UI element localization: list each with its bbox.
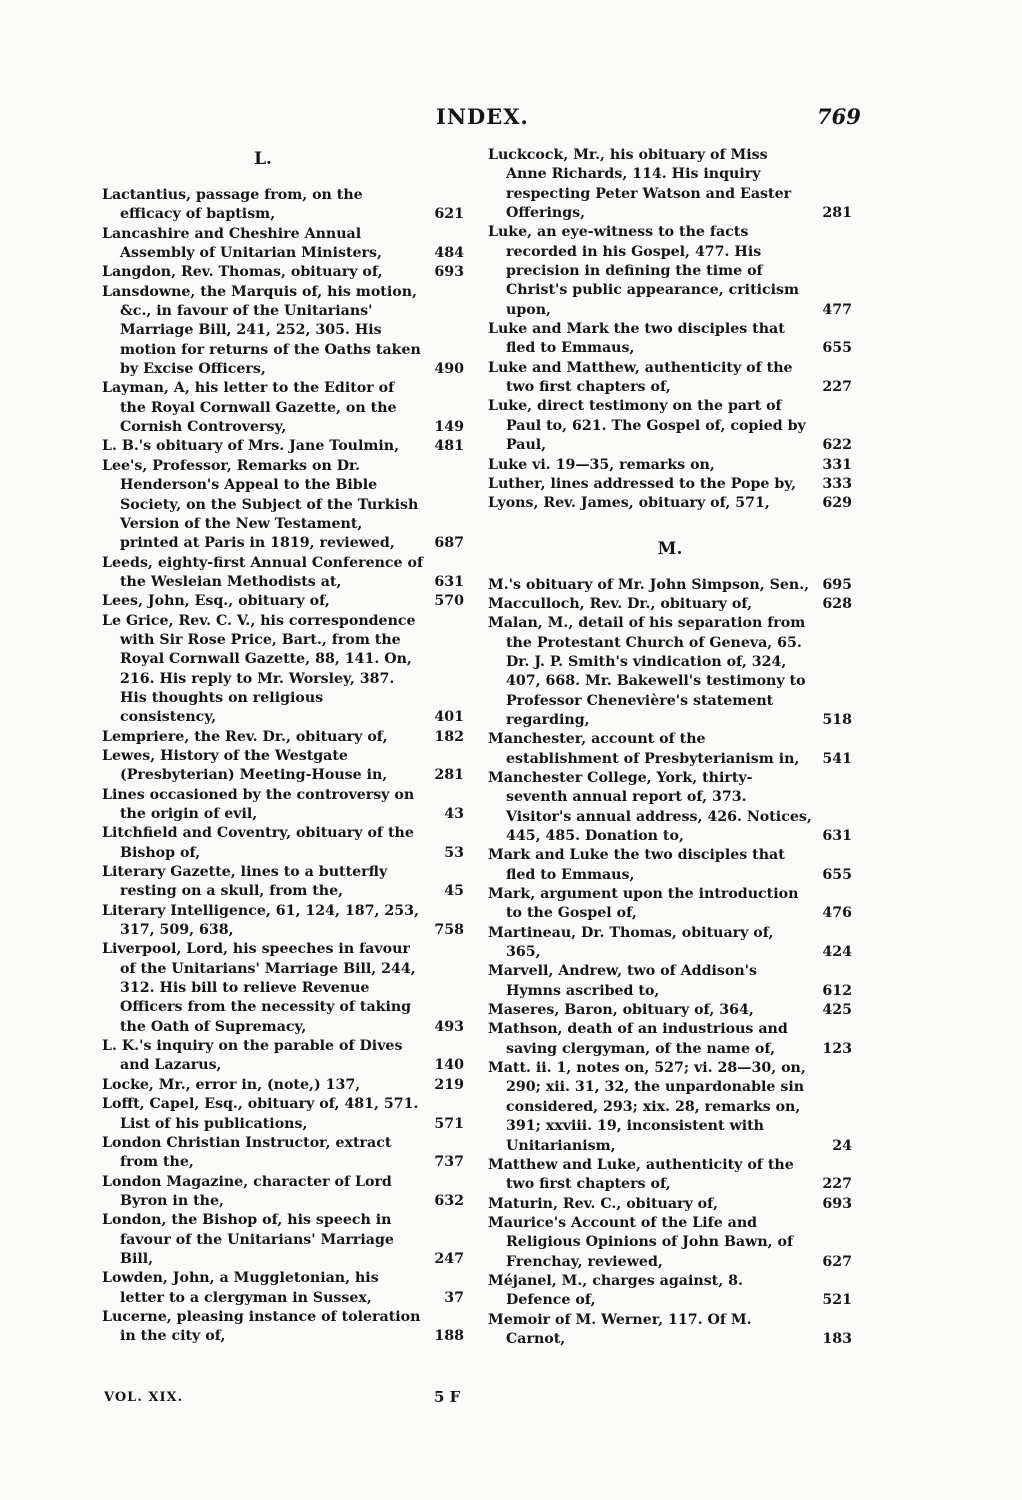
entry-text: London Magazine, character of Lord Byron in the, [102, 1173, 392, 1209]
entry-text: Luckcock, Mr., his obituary of Miss Anne Richards, 114. His inquiry respecting Peter Watson and Easter Offerings, [488, 147, 792, 222]
index-entry [488, 1001, 852, 1020]
entry-page-number: 621 [434, 206, 464, 223]
entry-page-number: 477 [822, 301, 852, 318]
index-entry [488, 730, 852, 769]
entry-text: Litchfield and Coventry, obituary of the Bishop of, [102, 825, 414, 861]
entry-text: Luke and Matthew, authenticity of the two first chapters of, [488, 359, 793, 396]
index-entry [488, 576, 852, 595]
entry-page-number: 149 [434, 419, 464, 436]
entry-text: Luke and Mark the two disciples that fled to Emmaus, [488, 321, 785, 357]
index-entry [102, 786, 464, 825]
entry-text: Luther, lines addressed to the Pope by, [488, 475, 797, 492]
entry-page-number: 627 [822, 1253, 852, 1270]
index-entry [102, 437, 464, 456]
index-entry [102, 263, 464, 282]
entry-page-number: 631 [822, 828, 852, 844]
left-column [102, 146, 464, 1347]
entry-page-number: 123 [822, 1040, 852, 1057]
page-number: 769 [817, 104, 861, 129]
entry-page-number: 188 [434, 1328, 464, 1345]
entry-text: Matt. ii. 1, notes on, 527; vi. 28—30, on, 290; xii. 31, 32, the unpardonable sin considered, 293; xix. 28, remarks on, 391; xxviii. 19, inconsistent with Unitarianism, [488, 1060, 806, 1154]
entry-page-number: 281 [434, 767, 464, 784]
index-entry [102, 1076, 464, 1095]
index-entry [488, 397, 852, 455]
entry-text: Lucerne, pleasing instance of toleration in the city of, [102, 1308, 421, 1345]
entry-page-number: 219 [434, 1076, 464, 1093]
index-entry [488, 1214, 852, 1272]
entry-text: Leeds, eighty-first Annual Conference of the Wesleian Methodists at, [102, 554, 424, 590]
index-entry [102, 283, 464, 380]
entry-page-number: 481 [434, 438, 464, 455]
index-entry [488, 475, 852, 494]
entry-page-number: 628 [822, 595, 852, 612]
entry-text: Méjanel, M., charges against, 8. Defence of, [488, 1272, 743, 1309]
entry-text: Maurice's Account of the Life and Religious Opinions of John Bawn, of Frenchay, reviewed, [488, 1214, 794, 1270]
entry-page-number: 53 [444, 844, 464, 861]
entry-page-number: 655 [822, 866, 852, 883]
entry-page-number: 331 [822, 456, 852, 473]
entry-page-number: 518 [822, 711, 852, 728]
entry-page-number: 24 [832, 1137, 852, 1154]
index-entry [488, 359, 852, 398]
index-entry [102, 1095, 464, 1134]
entry-page-number: 424 [822, 944, 852, 961]
index-entry [102, 1173, 464, 1212]
entry-text: Literary Intelligence, 61, 124, 187, 253, 317, 509, 638, [102, 902, 419, 939]
entry-text: M.'s obituary of Mr. John Simpson, Sen., [488, 576, 810, 593]
entry-text: Malan, M., detail of his separation from the Protestant Church of Geneva, 65. Dr. J. P. Smith's vindication of, 324, 407, 668. Mr. Bakewell's testimony to Professor Chenevière's statement regarding, [488, 615, 806, 728]
entry-text: Memoir of M. Werner, 117. Of M. Carnot, [488, 1311, 752, 1347]
entry-text: Locke, Mr., error in, (note,) 137, [102, 1076, 361, 1093]
entry-text: Lempriere, the Rev. Dr., obituary of, [102, 728, 388, 745]
entry-page-number: 612 [822, 982, 852, 999]
index-entry [488, 494, 852, 513]
entry-text: Mark and Luke the two disciples that fled to Emmaus, [488, 847, 785, 883]
entry-page-number: 629 [822, 495, 852, 512]
entry-page-number: 570 [434, 593, 464, 610]
entry-text: Lansdowne, the Marquis of, his motion, &c., in favour of the Unitarians' Marriage Bill, 241, 252, 305. His motion for returns of the Oaths taken by Excise Officers, [102, 283, 421, 378]
entry-text: Maturin, Rev. C., obituary of, [488, 1195, 718, 1212]
entry-page-number: 655 [822, 340, 852, 357]
entry-page-number: 490 [434, 361, 464, 378]
index-entry [102, 1211, 464, 1269]
index-entry [488, 1156, 852, 1195]
entry-page-number: 737 [434, 1154, 464, 1171]
entry-page-number: 401 [434, 709, 464, 726]
entry-text: Layman, A, his letter to the Editor of the Royal Cornwall Gazette, on the Cornish Controversy, [102, 380, 397, 436]
index-entry [102, 225, 464, 264]
entry-page-number: 687 [434, 535, 464, 552]
index-entry [488, 846, 852, 885]
entry-text: Le Grice, Rev. C. V., his correspondence with Sir Rose Price, Bart., from the Royal Cornwall Gazette, 88, 141. On, 216. His reply to Mr. Worsley, 387. His thoughts on religious consistency, [102, 612, 416, 726]
index-entry [488, 614, 852, 730]
entry-text: Liverpool, Lord, his speeches in favour of the Unitarians' Marriage Bill, 244, 312. His bill to relieve Revenue Officers from the necessity of taking the Oath of Supremacy, [102, 941, 416, 1035]
entry-text: Lines occasioned by the controversy on the origin of evil, [102, 786, 415, 822]
entry-page-number: 695 [822, 576, 852, 593]
entry-text: L. B.'s obituary of Mrs. Jane Toulmin, [102, 438, 400, 455]
index-entry [488, 1311, 852, 1350]
index-entry [488, 924, 852, 963]
index-entry [102, 747, 464, 786]
index-entry [102, 379, 464, 437]
index-entry [488, 1195, 852, 1214]
entry-text: L. K.'s inquiry on the parable of Dives and Lazarus, [102, 1038, 403, 1074]
entry-page-number: 45 [444, 883, 464, 900]
section-heading-l: L. [254, 149, 272, 169]
entry-text: Lees, John, Esq., obituary of, [102, 593, 330, 610]
entry-page-number: 227 [822, 379, 852, 396]
entry-text: Lyons, Rev. James, obituary of, 571, [488, 495, 770, 512]
index-entry [102, 1308, 464, 1347]
index-entry [102, 457, 464, 554]
entry-page-number: 247 [434, 1250, 464, 1267]
entry-text: Marvell, Andrew, two of Addison's Hymns ascribed to, [488, 963, 757, 999]
entry-page-number: 37 [444, 1289, 464, 1306]
signature-mark: 5 F [434, 1388, 461, 1406]
index-entry [488, 962, 852, 1001]
index-entry [488, 320, 852, 359]
entry-text: Mathson, death of an industrious and saving clergyman, of the name of, [488, 1021, 788, 1057]
entry-text: London Christian Instructor, extract from the, [102, 1134, 392, 1171]
volume-label: VOL. XIX. [104, 1390, 184, 1405]
index-entry [488, 595, 852, 614]
entry-text: Lewes, History of the Westgate (Presbyterian) Meeting-House in, [102, 747, 388, 784]
entry-list-l-left [102, 186, 464, 1347]
entry-page-number: 622 [822, 437, 852, 454]
entry-page-number: 693 [822, 1195, 852, 1212]
index-entry [488, 1272, 852, 1311]
entry-text: Maseres, Baron, obituary of, 364, [488, 1002, 754, 1019]
index-entry [102, 863, 464, 902]
entry-text: London, the Bishop of, his speech in favour of the Unitarians' Marriage Bill, [102, 1212, 394, 1267]
entry-text: Martineau, Dr. Thomas, obituary of, 365, [488, 924, 774, 961]
index-entry [102, 940, 464, 1037]
index-entry [102, 1269, 464, 1308]
entry-page-number: 227 [822, 1176, 852, 1193]
index-entry [488, 769, 852, 846]
index-entry [488, 223, 852, 320]
entry-text: Matthew and Luke, authenticity of the two first chapters of, [488, 1156, 794, 1193]
entry-page-number: 693 [434, 264, 464, 281]
entry-text: Macculloch, Rev. Dr., obituary of, [488, 595, 753, 612]
entry-text: Mark, argument upon the introduction to the Gospel of, [488, 886, 799, 922]
entry-text: Lee's, Professor, Remarks on Dr. Henderson's Appeal to the Bible Society, on the Subject of the Turkish Version of the New Testament, printed at Paris in 1819, reviewed, [102, 457, 419, 552]
index-entry [102, 592, 464, 611]
entry-text: Langdon, Rev. Thomas, obituary of, [102, 264, 383, 281]
index-entry [102, 728, 464, 747]
entry-page-number: 571 [434, 1115, 464, 1132]
entry-page-number: 521 [822, 1292, 852, 1309]
entry-page-number: 541 [822, 750, 852, 767]
entry-page-number: 182 [434, 728, 464, 745]
entry-page-number: 631 [434, 573, 464, 590]
index-entry [488, 1020, 852, 1059]
entry-text: Lancashire and Cheshire Annual Assembly of Unitarian Ministers, [102, 225, 382, 262]
index-entry [102, 554, 464, 593]
entry-text: Luke, an eye-witness to the facts recorded in his Gospel, 477. His precision in defining the time of Christ's public appearance, criticism upon, [488, 224, 800, 318]
entry-page-number: 281 [822, 205, 852, 222]
entry-text: Manchester, account of the establishment of Presbyterianism in, [488, 731, 800, 767]
entry-page-number: 43 [444, 806, 464, 822]
index-entry [102, 902, 464, 941]
entry-page-number: 140 [434, 1057, 464, 1074]
section-heading-m: M. [657, 538, 683, 559]
index-entry [102, 824, 464, 863]
index-entry [102, 1037, 464, 1076]
entry-list-l-right [488, 146, 852, 514]
index-entry [102, 612, 464, 728]
entry-page-number: 425 [822, 1002, 852, 1019]
entry-text: Luke, direct testimony on the part of Paul to, 621. The Gospel of, copied by Paul, [488, 398, 806, 454]
entry-text: Luke vi. 19—35, remarks on, [488, 456, 715, 473]
index-entry [102, 1134, 464, 1173]
right-column [488, 146, 852, 1349]
running-title: INDEX. [436, 104, 529, 129]
entry-text: Lofft, Capel, Esq., obituary of, 481, 571. List of his publications, [102, 1096, 419, 1132]
index-entry [488, 456, 852, 475]
entry-text: Literary Gazette, lines to a butterfly resting on a skull, from the, [102, 864, 388, 900]
entry-list-m [488, 576, 852, 1350]
index-entry [488, 885, 852, 924]
entry-page-number: 183 [822, 1330, 852, 1347]
index-entry [102, 186, 464, 225]
entry-page-number: 493 [434, 1018, 464, 1035]
index-entry [488, 146, 852, 223]
entry-page-number: 476 [822, 905, 852, 922]
entry-page-number: 484 [434, 245, 464, 262]
entry-page-number: 758 [434, 922, 464, 939]
entry-text: Lactantius, passage from, on the efficacy of baptism, [102, 187, 363, 223]
index-entry [488, 1059, 852, 1156]
entry-text: Lowden, John, a Muggletonian, his letter to a clergyman in Sussex, [102, 1270, 379, 1306]
entry-page-number: 632 [434, 1192, 464, 1209]
entry-page-number: 333 [822, 475, 852, 492]
entry-text: Manchester College, York, thirty-seventh annual report of, 373. Visitor's annual address, 426. Notices, 445, 485. Donation to, [488, 769, 812, 844]
